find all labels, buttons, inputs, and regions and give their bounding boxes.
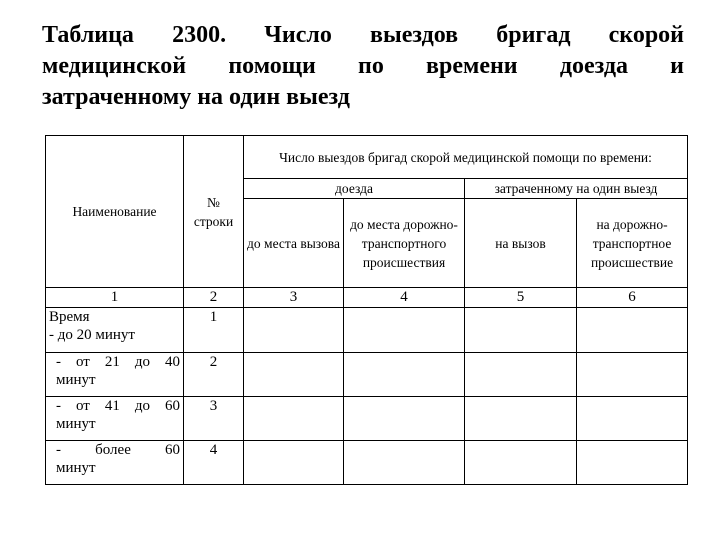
data-cell	[577, 353, 688, 397]
row-label-line: - от 21 до 40	[56, 354, 180, 370]
data-cell	[244, 353, 344, 397]
table-row	[46, 441, 688, 485]
statistics-table	[45, 135, 688, 485]
data-cell	[344, 353, 465, 397]
header-spent: затраченному на один выезд	[465, 179, 688, 199]
data-cell	[465, 308, 577, 353]
header-name: Наименование	[46, 136, 184, 288]
header-arrival: доезда	[244, 179, 465, 199]
row-number: 4	[184, 441, 244, 485]
row-label-line: - до 20 минут	[49, 327, 135, 343]
row-label	[46, 308, 184, 353]
column-numbers-row	[46, 288, 688, 308]
col-number-1: 1	[46, 288, 184, 308]
data-cell	[244, 308, 344, 353]
data-cell	[577, 441, 688, 485]
row-label-line: Время	[49, 309, 90, 325]
header-to-accident: до места дорожно-транспортного происшествия	[344, 199, 465, 288]
col-number-3: 3	[244, 288, 344, 308]
col-number-2: 2	[184, 288, 244, 308]
title-line-3: затраченному на один выезд	[42, 84, 350, 110]
row-label-line: минут	[56, 460, 96, 476]
data-cell	[577, 308, 688, 353]
header-per-call: на вызов	[465, 199, 577, 288]
row-label-line: - от 41 до 60	[56, 398, 180, 414]
header-to-call: до места вызова	[244, 199, 344, 288]
table-row	[46, 308, 688, 353]
row-label-line: минут	[56, 416, 96, 432]
table-title	[42, 20, 684, 113]
row-number: 1	[184, 308, 244, 353]
header-row-number: № строки	[184, 136, 244, 288]
col-number-4: 4	[344, 288, 465, 308]
row-label	[46, 441, 184, 485]
col-number-5: 5	[465, 288, 577, 308]
data-cell	[577, 397, 688, 441]
header-per-accident: на дорожно-транспортное происшествие	[577, 199, 688, 288]
row-number: 3	[184, 397, 244, 441]
row-number: 2	[184, 353, 244, 397]
title-line-2: медицинской помощи по времени доезда и	[42, 53, 684, 79]
row-label-line: минут	[56, 372, 96, 388]
data-cell	[344, 397, 465, 441]
data-cell	[465, 353, 577, 397]
data-cell	[465, 441, 577, 485]
col-number-6: 6	[577, 288, 688, 308]
data-cell	[344, 441, 465, 485]
data-cell	[465, 397, 577, 441]
title-line-1: Таблица 2300. Число выездов бригад скорой	[42, 22, 684, 48]
data-cell	[244, 441, 344, 485]
data-cell	[244, 397, 344, 441]
header-group: Число выездов бригад скорой медицинской помощи по времени:	[244, 136, 688, 179]
table-row	[46, 397, 688, 441]
table-row	[46, 353, 688, 397]
row-label-line: - более 60	[56, 442, 180, 458]
row-label	[46, 397, 184, 441]
data-cell	[344, 308, 465, 353]
row-label	[46, 353, 184, 397]
